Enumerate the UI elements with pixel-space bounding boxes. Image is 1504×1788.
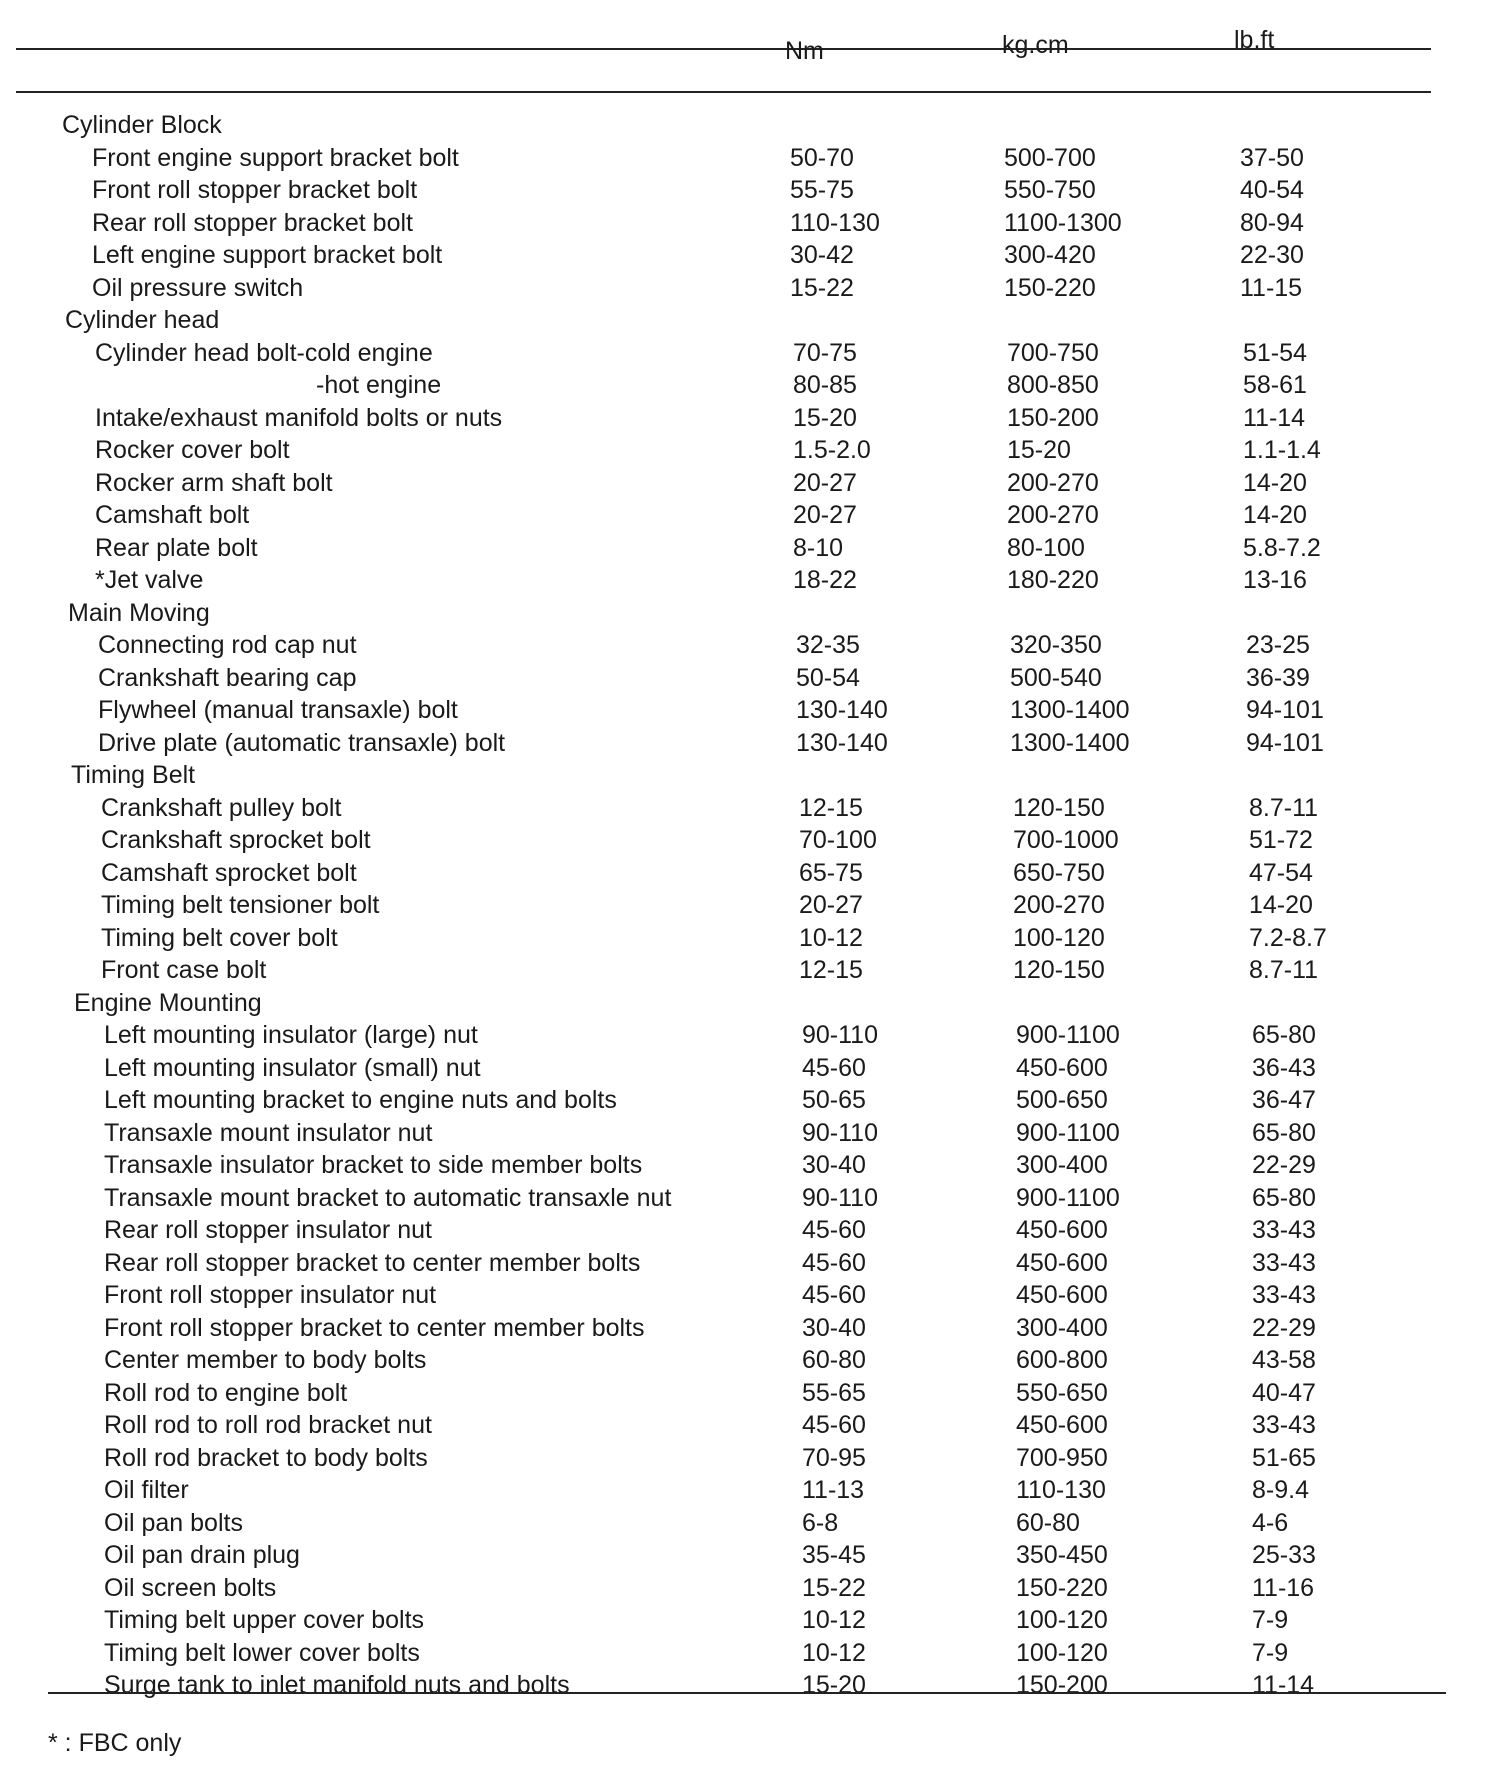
table-row <box>0 1053 1504 1086</box>
table-row <box>0 630 1504 663</box>
value-nm: 80-85 <box>793 371 857 399</box>
value-nm: 32-35 <box>796 631 860 659</box>
value-lbft: 94-101 <box>1246 728 1324 757</box>
value-kgcm: 350-450 <box>1016 1541 1108 1569</box>
value-lbft: 25-33 <box>1252 1541 1316 1569</box>
section-title: Cylinder Block <box>62 111 222 139</box>
value-nm: 130-140 <box>796 728 888 757</box>
value-lbft: 14-20 <box>1243 468 1307 497</box>
value-lbft: 51-65 <box>1252 1443 1316 1472</box>
value-nm: 8-10 <box>793 533 844 562</box>
value-lbft: 8-9.4 <box>1252 1476 1309 1504</box>
value-kgcm: 300-400 <box>1016 1151 1108 1179</box>
table-row <box>0 338 1504 371</box>
value-kgcm: 450-600 <box>1016 1216 1108 1244</box>
table-row <box>0 1150 1504 1183</box>
value-kgcm: 100-120 <box>1013 923 1105 952</box>
table-row <box>0 208 1504 241</box>
value-nm: 11-13 <box>802 1476 865 1504</box>
value-kgcm: 110-130 <box>1016 1476 1106 1504</box>
top-rule <box>16 48 1431 50</box>
value-kgcm: 100-120 <box>1016 1606 1108 1634</box>
value-kgcm: 80-100 <box>1007 533 1085 562</box>
value-lbft: 1.1-1.4 <box>1243 436 1321 464</box>
value-kgcm: 900-1100 <box>1016 1118 1120 1147</box>
table-row <box>0 468 1504 501</box>
value-lbft: 11-14 <box>1243 403 1306 432</box>
value-lbft: 22-29 <box>1252 1313 1316 1342</box>
value-lbft: 7.2-8.7 <box>1249 923 1327 952</box>
item-name: Front roll stopper insulator nut <box>104 1281 437 1309</box>
value-nm: 55-75 <box>790 176 854 204</box>
table-row <box>0 1313 1504 1346</box>
item-name: -hot engine <box>316 371 442 399</box>
value-lbft: 40-54 <box>1240 176 1304 204</box>
item-name: Crankshaft bearing cap <box>98 663 357 692</box>
value-lbft: 58-61 <box>1243 371 1307 399</box>
value-lbft: 94-101 <box>1246 696 1324 724</box>
item-name: Front case bolt <box>101 956 267 984</box>
table-row <box>0 1475 1504 1508</box>
value-kgcm: 1100-1300 <box>1004 208 1122 237</box>
value-nm: 90-110 <box>802 1021 878 1049</box>
value-lbft: 22-30 <box>1240 241 1304 269</box>
table-row <box>0 923 1504 956</box>
item-name: Left mounting insulator (large) nut <box>104 1021 478 1049</box>
item-name: Center member to body bolts <box>104 1346 427 1374</box>
value-nm: 10-12 <box>802 1638 866 1667</box>
item-name: Timing belt lower cover bolts <box>104 1638 420 1667</box>
value-nm: 70-75 <box>793 338 857 367</box>
value-kgcm: 450-600 <box>1016 1411 1108 1439</box>
item-name: Surge tank to inlet manifold nuts and bolts <box>104 1671 570 1699</box>
section-title: Engine Mounting <box>74 988 262 1017</box>
value-lbft: 13-16 <box>1243 566 1307 594</box>
value-nm: 60-80 <box>802 1346 866 1374</box>
table-row <box>0 240 1504 273</box>
table-row <box>0 1605 1504 1638</box>
value-lbft: 43-58 <box>1252 1346 1316 1374</box>
value-nm: 18-22 <box>793 566 857 594</box>
section-title: Timing Belt <box>71 761 196 789</box>
header-lbft: lb.ft <box>1234 26 1275 54</box>
table-row <box>0 1345 1504 1378</box>
table-row <box>0 890 1504 923</box>
value-lbft: 7-9 <box>1252 1606 1289 1634</box>
item-name: Timing belt upper cover bolts <box>104 1606 425 1634</box>
value-nm: 110-130 <box>790 208 880 237</box>
value-kgcm: 150-200 <box>1016 1671 1108 1699</box>
item-name: Rocker cover bolt <box>95 436 290 464</box>
value-kgcm: 320-350 <box>1010 631 1102 659</box>
value-nm: 30-40 <box>802 1313 866 1342</box>
value-kgcm: 1300-1400 <box>1010 696 1130 724</box>
item-name: Oil pan bolts <box>104 1508 243 1537</box>
value-kgcm: 650-750 <box>1013 858 1105 887</box>
value-lbft: 14-20 <box>1243 501 1307 529</box>
value-lbft: 33-43 <box>1252 1411 1316 1439</box>
item-name: Oil pressure switch <box>92 273 304 302</box>
value-nm: 45-60 <box>802 1216 866 1244</box>
value-lbft: 65-80 <box>1252 1021 1316 1049</box>
value-kgcm: 150-200 <box>1007 403 1099 432</box>
value-kgcm: 450-600 <box>1016 1248 1108 1277</box>
value-lbft: 36-47 <box>1252 1086 1316 1114</box>
value-nm: 15-22 <box>802 1573 866 1602</box>
item-name: Oil screen bolts <box>104 1573 277 1602</box>
value-kgcm: 900-1100 <box>1016 1183 1120 1212</box>
item-name: Cylinder head bolt-cold engine <box>95 338 433 367</box>
table-row <box>0 370 1504 403</box>
table-row <box>0 1443 1504 1476</box>
item-name: Flywheel (manual transaxle) bolt <box>98 696 458 724</box>
value-kgcm: 1300-1400 <box>1010 728 1130 757</box>
value-nm: 15-20 <box>793 403 857 432</box>
item-name: Roll rod bracket to body bolts <box>104 1443 428 1472</box>
value-kgcm: 200-270 <box>1007 468 1099 497</box>
value-lbft: 14-20 <box>1249 891 1313 919</box>
table-row <box>0 1508 1504 1541</box>
item-name: Rear plate bolt <box>95 533 258 562</box>
value-lbft: 51-54 <box>1243 338 1307 367</box>
value-lbft: 40-47 <box>1252 1378 1316 1407</box>
value-nm: 90-110 <box>802 1183 878 1212</box>
value-kgcm: 200-270 <box>1013 891 1105 919</box>
value-nm: 1.5-2.0 <box>793 436 871 464</box>
value-lbft: 5.8-7.2 <box>1243 533 1321 562</box>
value-kgcm: 450-600 <box>1016 1281 1108 1309</box>
value-kgcm: 450-600 <box>1016 1053 1108 1082</box>
item-name: Transaxle insulator bracket to side member bolts <box>104 1151 643 1179</box>
value-nm: 15-20 <box>802 1671 866 1699</box>
item-name: Intake/exhaust manifold bolts or nuts <box>95 403 503 432</box>
value-lbft: 11-15 <box>1240 273 1303 302</box>
header-nm: Nm <box>785 37 824 65</box>
value-lbft: 11-16 <box>1252 1573 1315 1602</box>
value-nm: 20-27 <box>799 891 863 919</box>
value-nm: 90-110 <box>802 1118 878 1147</box>
value-nm: 35-45 <box>802 1541 866 1569</box>
table-row <box>0 1248 1504 1281</box>
value-nm: 50-54 <box>796 663 860 692</box>
value-kgcm: 150-220 <box>1016 1573 1108 1602</box>
value-kgcm: 100-120 <box>1016 1638 1108 1667</box>
value-kgcm: 500-700 <box>1004 143 1096 172</box>
table-row <box>0 435 1504 468</box>
value-nm: 45-60 <box>802 1053 866 1082</box>
table-row <box>0 663 1504 696</box>
value-lbft: 23-25 <box>1246 631 1310 659</box>
value-kgcm: 180-220 <box>1007 566 1099 594</box>
item-name: Rocker arm shaft bolt <box>95 468 333 497</box>
value-kgcm: 700-1000 <box>1013 826 1119 854</box>
table-row <box>0 500 1504 533</box>
value-nm: 20-27 <box>793 501 857 529</box>
item-name: Front engine support bracket bolt <box>92 143 459 172</box>
item-name: Roll rod to engine bolt <box>104 1378 348 1407</box>
value-nm: 55-65 <box>802 1378 866 1407</box>
item-name: Left mounting insulator (small) nut <box>104 1053 481 1082</box>
item-name: Drive plate (automatic transaxle) bolt <box>98 728 506 757</box>
table-row <box>0 175 1504 208</box>
value-lbft: 7-9 <box>1252 1638 1289 1667</box>
value-nm: 12-15 <box>799 956 863 984</box>
value-kgcm: 700-950 <box>1016 1443 1108 1472</box>
value-kgcm: 550-650 <box>1016 1378 1108 1407</box>
value-nm: 70-100 <box>799 826 877 854</box>
value-nm: 130-140 <box>796 696 888 724</box>
item-name: *Jet valve <box>95 566 204 594</box>
table-row <box>0 825 1504 858</box>
item-name: Transaxle mount insulator nut <box>104 1118 433 1147</box>
table-row <box>0 1020 1504 1053</box>
value-nm: 30-42 <box>790 241 854 269</box>
value-lbft: 11-14 <box>1252 1671 1315 1699</box>
value-kgcm: 600-800 <box>1016 1346 1108 1374</box>
value-nm: 50-70 <box>790 143 854 172</box>
value-kgcm: 500-540 <box>1010 663 1102 692</box>
item-name: Left mounting bracket to engine nuts and bolts <box>104 1086 617 1114</box>
value-kgcm: 700-750 <box>1007 338 1099 367</box>
section-title: Main Moving <box>68 598 210 627</box>
value-kgcm: 550-750 <box>1004 176 1096 204</box>
value-nm: 20-27 <box>793 468 857 497</box>
value-lbft: 8.7-11 <box>1249 793 1319 822</box>
value-lbft: 33-43 <box>1252 1281 1316 1309</box>
table-row <box>0 1215 1504 1248</box>
header-kgcm: kg.cm <box>1002 31 1069 59</box>
table-row <box>0 565 1504 598</box>
value-nm: 10-12 <box>799 923 863 952</box>
value-lbft: 36-39 <box>1246 663 1310 692</box>
section-title: Cylinder head <box>65 306 220 334</box>
value-nm: 12-15 <box>799 793 863 822</box>
item-name: Crankshaft pulley bolt <box>101 793 342 822</box>
table-row <box>0 793 1504 826</box>
table-row <box>0 1280 1504 1313</box>
table-row <box>0 273 1504 306</box>
value-kgcm: 60-80 <box>1016 1508 1080 1537</box>
value-lbft: 33-43 <box>1252 1216 1316 1244</box>
value-nm: 45-60 <box>802 1411 866 1439</box>
value-nm: 45-60 <box>802 1248 866 1277</box>
table-row <box>0 858 1504 891</box>
item-name: Rear roll stopper insulator nut <box>104 1216 432 1244</box>
footnote: * : FBC only <box>48 1729 182 1757</box>
value-lbft: 37-50 <box>1240 143 1304 172</box>
table-row <box>0 728 1504 761</box>
value-nm: 45-60 <box>802 1281 866 1309</box>
value-kgcm: 300-400 <box>1016 1313 1108 1342</box>
table-row <box>0 1118 1504 1151</box>
value-kgcm: 15-20 <box>1007 436 1071 464</box>
item-name: Oil filter <box>104 1476 189 1504</box>
table-row <box>0 1638 1504 1671</box>
value-lbft: 47-54 <box>1249 858 1313 887</box>
table-row <box>0 403 1504 436</box>
value-kgcm: 500-650 <box>1016 1086 1108 1114</box>
value-kgcm: 150-220 <box>1004 273 1096 302</box>
item-name: Timing belt tensioner bolt <box>101 891 380 919</box>
item-name: Transaxle mount bracket to automatic transaxle nut <box>104 1183 672 1212</box>
value-lbft: 65-80 <box>1252 1118 1316 1147</box>
value-lbft: 22-29 <box>1252 1151 1316 1179</box>
item-name: Roll rod to roll rod bracket nut <box>104 1411 432 1439</box>
item-name: Front roll stopper bracket to center member bolts <box>104 1313 645 1342</box>
value-kgcm: 120-150 <box>1013 793 1105 822</box>
item-name: Timing belt cover bolt <box>101 923 338 952</box>
table-row <box>0 1378 1504 1411</box>
table-row <box>0 1540 1504 1573</box>
value-lbft: 51-72 <box>1249 826 1313 854</box>
value-lbft: 8.7-11 <box>1249 956 1319 984</box>
value-nm: 10-12 <box>802 1606 866 1634</box>
value-lbft: 4-6 <box>1252 1508 1289 1537</box>
table-row <box>0 955 1504 988</box>
table-row <box>0 1670 1504 1703</box>
item-name: Front roll stopper bracket bolt <box>92 176 418 204</box>
value-nm: 50-65 <box>802 1086 866 1114</box>
item-name: Rear roll stopper bracket bolt <box>92 208 413 237</box>
value-lbft: 36-43 <box>1252 1053 1316 1082</box>
header-rule <box>16 91 1431 93</box>
value-nm: 30-40 <box>802 1151 866 1179</box>
value-nm: 65-75 <box>799 858 863 887</box>
item-name: Rear roll stopper bracket to center member bolts <box>104 1248 641 1277</box>
value-lbft: 80-94 <box>1240 208 1304 237</box>
item-name: Camshaft bolt <box>95 501 250 529</box>
item-name: Left engine support bracket bolt <box>92 241 443 269</box>
value-nm: 70-95 <box>802 1443 866 1472</box>
item-name: Connecting rod cap nut <box>98 631 357 659</box>
table-row <box>0 1085 1504 1118</box>
table-row <box>0 695 1504 728</box>
table-row <box>0 1183 1504 1216</box>
table-row <box>0 533 1504 566</box>
item-name: Oil pan drain plug <box>104 1541 300 1569</box>
value-kgcm: 200-270 <box>1007 501 1099 529</box>
value-kgcm: 120-150 <box>1013 956 1105 984</box>
value-kgcm: 800-850 <box>1007 371 1099 399</box>
table-row <box>0 1410 1504 1443</box>
value-lbft: 33-43 <box>1252 1248 1316 1277</box>
table-row <box>0 143 1504 176</box>
value-kgcm: 300-420 <box>1004 241 1096 269</box>
item-name: Camshaft sprocket bolt <box>101 858 357 887</box>
value-nm: 6-8 <box>802 1508 839 1537</box>
table-row <box>0 1573 1504 1606</box>
value-lbft: 65-80 <box>1252 1183 1316 1212</box>
value-nm: 15-22 <box>790 273 854 302</box>
value-kgcm: 900-1100 <box>1016 1021 1120 1049</box>
bottom-rule <box>48 1692 1446 1694</box>
item-name: Crankshaft sprocket bolt <box>101 826 371 854</box>
